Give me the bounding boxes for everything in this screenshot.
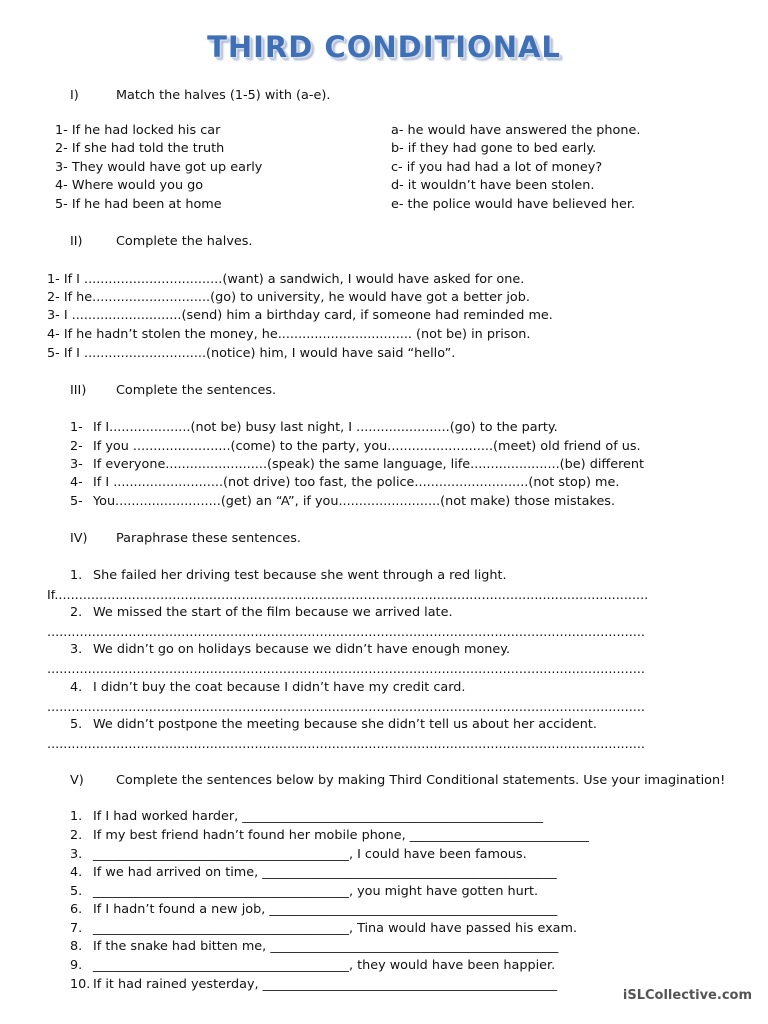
section-4-instruction: Paraphrase these sentences.: [116, 531, 301, 546]
paraphrase-answer-line-5[interactable]: ...................................................................................................................................................: [47, 739, 645, 751]
section-2-number: II): [70, 234, 83, 249]
halves-item-2: 2- If he.............................(go) to university, he would have got a better job.: [47, 290, 530, 305]
imagination-number-1: 1.: [70, 809, 83, 824]
sentence-number-2: 2-: [70, 439, 83, 454]
section-1-number: I): [70, 88, 79, 103]
section-3-number: III): [70, 383, 87, 398]
imagination-item-5[interactable]: ________________________________________, you might have gotten hurt.: [93, 884, 539, 899]
imagination-number-9: 9.: [70, 958, 83, 973]
imagination-number-6: 6.: [70, 902, 83, 917]
paraphrase-sentence-4: I didn’t buy the coat because I didn’t have my credit card.: [93, 680, 466, 695]
paraphrase-sentence-5: We didn’t postpone the meeting because she didn’t tell us about her accident.: [93, 717, 597, 732]
paraphrase-answer-line-4[interactable]: ...................................................................................................................................................: [47, 702, 645, 714]
imagination-item-10[interactable]: If it had rained yesterday, ______________________________________________: [93, 977, 558, 992]
section-5-instruction: Complete the sentences below by making Third Conditional statements. Use your imagination!: [116, 773, 726, 788]
paraphrase-sentence-2: We missed the start of the film because we arrived late.: [93, 605, 453, 620]
watermark: iSLCollective.com: [622, 988, 752, 1003]
imagination-number-8: 8.: [70, 939, 83, 954]
match-left-4: 4- Where would you go: [55, 178, 204, 193]
imagination-number-3: 3.: [70, 847, 83, 862]
imagination-item-8[interactable]: If the snake had bitten me, _____________________________________________: [93, 939, 559, 954]
match-left-5: 5- If he had been at home: [55, 197, 222, 212]
paraphrase-answer-line-2[interactable]: ...................................................................................................................................................: [47, 627, 645, 639]
imagination-item-6[interactable]: If I hadn’t found a new job, _____________________________________________: [93, 902, 558, 917]
imagination-number-5: 5.: [70, 884, 83, 899]
imagination-item-7[interactable]: ________________________________________, Tina would have passed his exam.: [93, 921, 578, 936]
paraphrase-answer-line-1[interactable]: If..................................................................................................................................................: [47, 590, 649, 602]
match-left-1: 1- If he had locked his car: [55, 123, 221, 138]
match-left-3: 3- They would have got up early: [55, 160, 263, 175]
halves-item-1: 1- If I ..................................(want) a sandwich, I would have asked for one.: [47, 272, 525, 287]
match-right-b: b- if they had gone to bed early.: [391, 141, 597, 156]
paraphrase-answer-line-3[interactable]: ...................................................................................................................................................: [47, 664, 645, 676]
imagination-number-2: 2.: [70, 828, 83, 843]
halves-item-3: 3- I ...........................(send) him a birthday card, if someone had reminded me.: [47, 308, 553, 323]
sentence-text-4: If I ...........................(not drive) too fast, the police............................(not stop) me.: [93, 475, 620, 490]
paraphrase-number-2: 2.: [70, 605, 83, 620]
match-right-e: e- the police would have believed her.: [391, 197, 636, 212]
paraphrase-number-3: 3.: [70, 642, 83, 657]
match-left-2: 2- If she had told the truth: [55, 141, 225, 156]
sentence-number-4: 4-: [70, 475, 83, 490]
imagination-item-9[interactable]: ________________________________________, they would have been happier.: [93, 958, 556, 973]
section-1-instruction: Match the halves (1-5) with (a-e).: [116, 88, 331, 103]
sentence-number-5: 5-: [70, 494, 83, 509]
imagination-number-4: 4.: [70, 865, 83, 880]
imagination-number-7: 7.: [70, 921, 83, 936]
halves-item-4: 4- If he hadn’t stolen the money, he................................. (not be) in prison.: [47, 327, 531, 342]
sentence-number-3: 3-: [70, 457, 83, 472]
match-right-d: d- it wouldn’t have been stolen.: [391, 178, 595, 193]
match-right-c: c- if you had had a lot of money?: [391, 160, 603, 175]
paraphrase-number-4: 4.: [70, 680, 83, 695]
paraphrase-sentence-3: We didn’t go on holidays because we didn’t have enough money.: [93, 642, 511, 657]
paraphrase-number-1: 1.: [70, 568, 83, 583]
section-5-number: V): [70, 773, 84, 788]
section-4-number: IV): [70, 531, 88, 546]
section-3-instruction: Complete the sentences.: [116, 383, 277, 398]
halves-item-5: 5- If I ..............................(notice) him, I would have said “hello”.: [47, 346, 456, 361]
imagination-item-4[interactable]: If we had arrived on time, ______________________________________________: [93, 865, 557, 880]
sentence-number-1: 1-: [70, 420, 83, 435]
sentence-text-2: If you ........................(come) to the party, you..........................(meet) old friend of us.: [93, 439, 641, 454]
imagination-item-1[interactable]: If I had worked harder, _______________________________________________: [93, 809, 544, 824]
sentence-text-5: You..........................(get) an “A”, if you.........................(not make) those mistakes.: [93, 494, 616, 509]
page-title: THIRD CONDITIONAL: [207, 30, 561, 64]
section-2-instruction: Complete the halves.: [116, 234, 253, 249]
paraphrase-number-5: 5.: [70, 717, 83, 732]
imagination-item-2[interactable]: If my best friend hadn’t found her mobile phone, ____________________________: [93, 828, 589, 843]
match-right-a: a- he would have answered the phone.: [391, 123, 641, 138]
imagination-number-10: 10.: [70, 977, 91, 992]
paraphrase-sentence-1: She failed her driving test because she went through a red light.: [93, 568, 507, 583]
imagination-item-3[interactable]: ________________________________________, I could have been famous.: [93, 847, 527, 862]
sentence-text-1: If I....................(not be) busy last night, I .......................(go) to the party.: [93, 420, 558, 435]
sentence-text-3: If everyone.........................(speak) the same language, life......................(be) different: [93, 457, 645, 472]
